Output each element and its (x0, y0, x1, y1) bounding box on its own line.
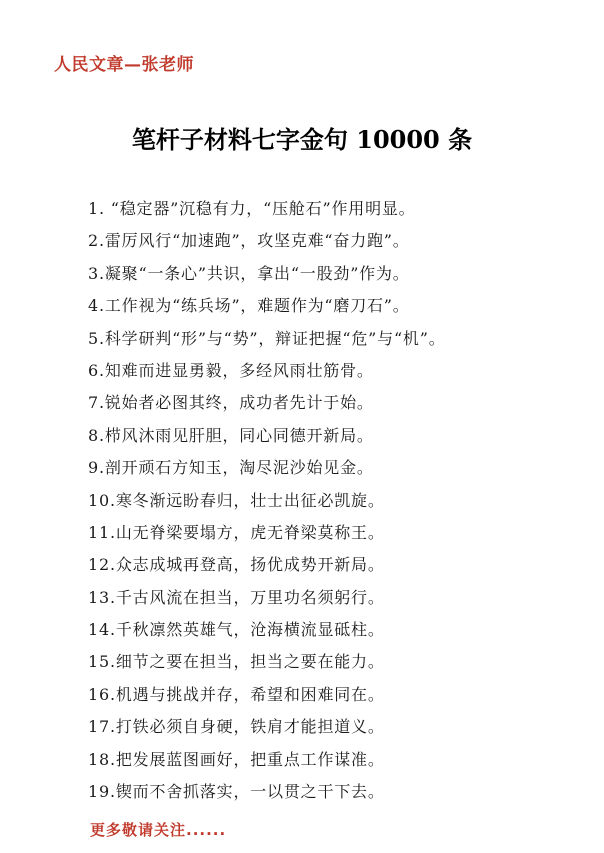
quote-list (88, 197, 598, 812)
list-item: 9.剖开顽石方知玉，淘尽泥沙始见金。 (88, 458, 374, 478)
author-header: 人民文章—张老师 (54, 55, 194, 75)
list-item: 6.知难而进显勇毅，多经风雨壮筋骨。 (88, 360, 374, 380)
list-item: 7.锐始者必图其终，成功者先计于始。 (88, 393, 374, 413)
list-item: 2.雷厉风行“加速跑”，攻坚克难“奋力跑”。 (88, 231, 410, 251)
list-item: 17.打铁必须自身硬，铁肩才能担道义。 (88, 717, 385, 737)
list-item: 8.栉风沐雨见肝胆，同心同德开新局。 (88, 425, 374, 445)
list-item: 14.千秋凛然英雄气，沧海横流显砥柱。 (88, 620, 385, 640)
list-item: 19.锲而不舍抓落实，一以贯之干下去。 (88, 782, 385, 802)
follow-more-note: 更多敬请关注...... (90, 821, 227, 839)
list-item: 16.机遇与挑战并存，希望和困难同在。 (88, 684, 385, 704)
list-item: 3.凝聚“一条心”共识，拿出“一股劲”作为。 (88, 263, 410, 283)
document-title: 笔杆子材料七字金句 10000 条 (131, 125, 473, 154)
list-item: 10.寒冬渐远盼春归，壮士出征必凯旋。 (88, 490, 385, 510)
list-item: 4.工作视为“练兵场”，难题作为“磨刀石”。 (88, 296, 410, 316)
list-item: 13.千古风流在担当，万里功名须躬行。 (88, 587, 385, 607)
list-item: 15.细节之要在担当，担当之要在能力。 (88, 652, 385, 672)
list-item: 12.众志成城再登高，扬优成势开新局。 (88, 555, 385, 575)
list-item: 18.把发展蓝图画好，把重点工作谋准。 (88, 749, 385, 769)
list-item: 1. “稳定器”沉稳有力，“压舱石”作用明显。 (88, 199, 416, 218)
list-item: 5.科学研判“形”与“势”，辩证把握“危”与“机”。 (88, 328, 446, 348)
list-item: 11.山无脊梁要塌方，虎无脊梁莫称王。 (88, 522, 385, 542)
